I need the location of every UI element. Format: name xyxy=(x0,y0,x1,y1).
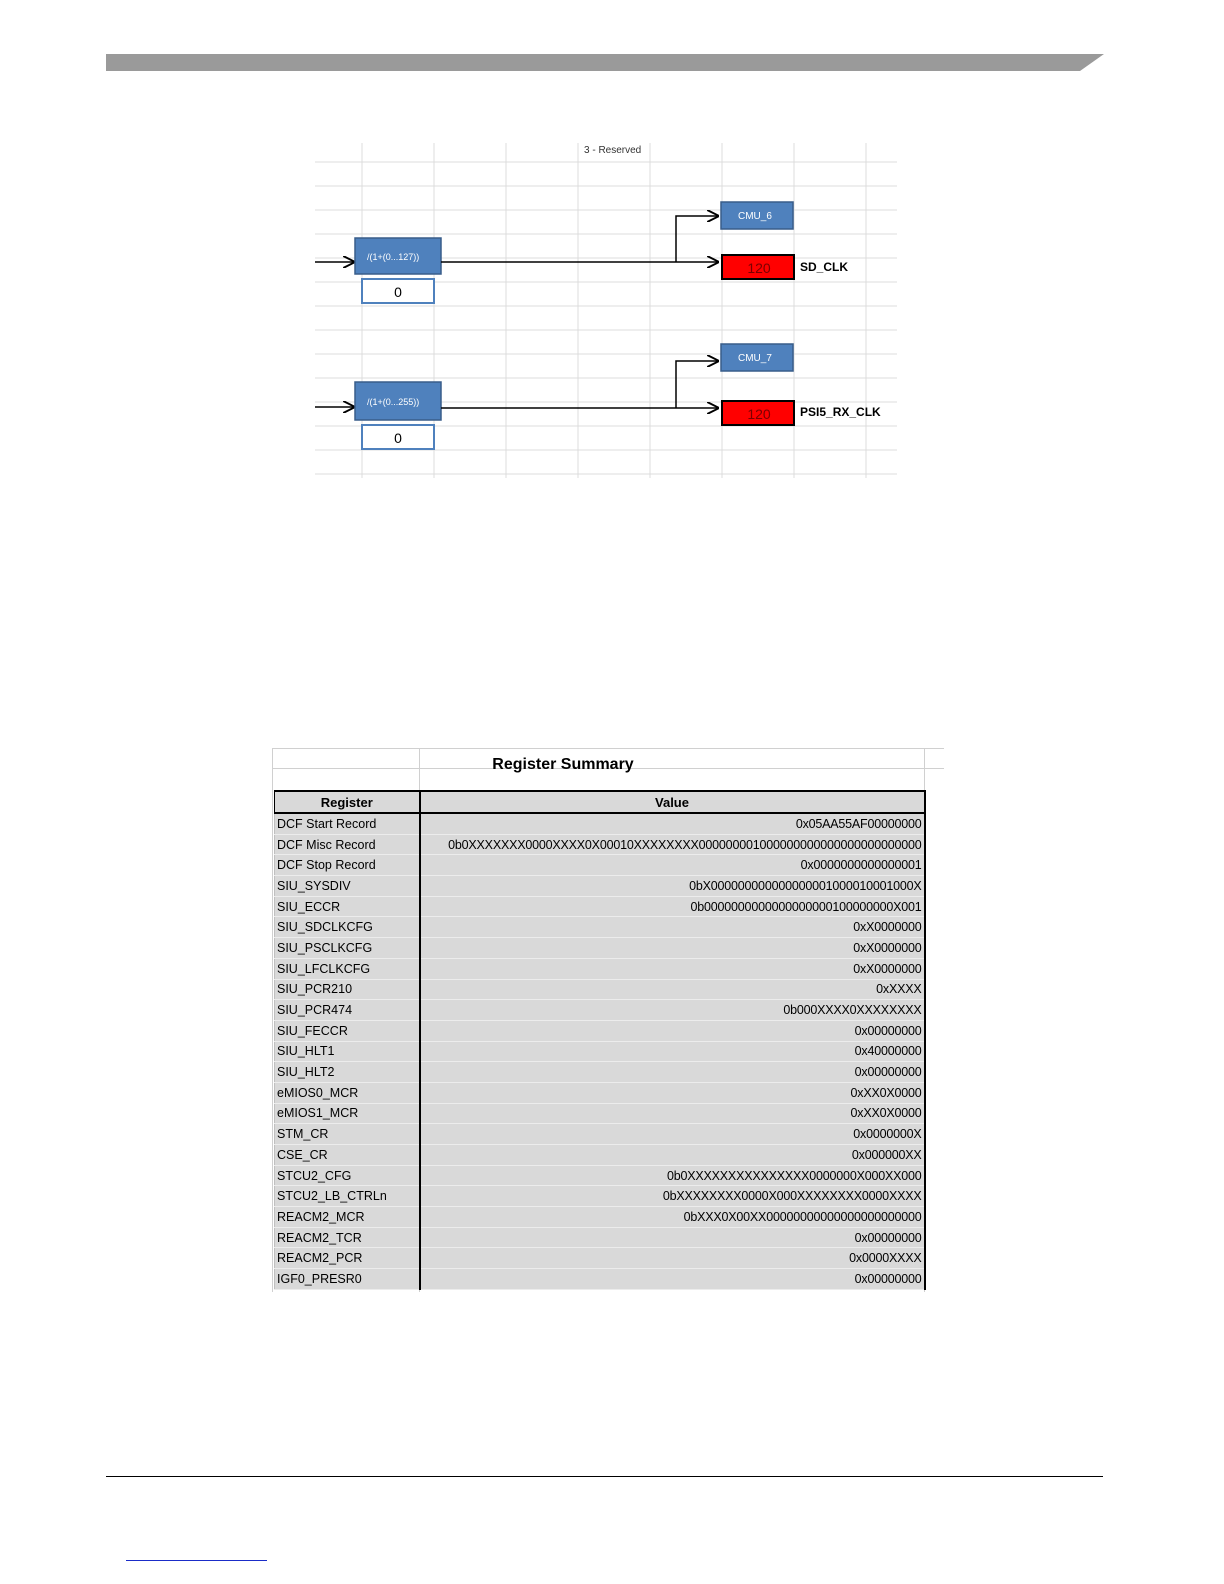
register-name-cell: SIU_SYSDIV xyxy=(275,876,420,897)
register-value-cell: 0b0XXXXXXX0000XXXX0X00010XXXXXXXX000000001000000000000000000000000 xyxy=(420,834,925,855)
register-value-cell: 0x00000000 xyxy=(420,1020,925,1041)
lower-clock-path xyxy=(315,344,881,449)
register-name-cell: SIU_PCR210 xyxy=(275,979,420,1000)
footer-rule xyxy=(106,1476,1103,1477)
register-summary-title: Register Summary xyxy=(492,756,634,773)
table-row xyxy=(275,1248,925,1269)
table-row xyxy=(275,979,925,1000)
table-row xyxy=(275,1103,925,1124)
register-value-cell: 0x40000000 xyxy=(420,1041,925,1062)
register-name-cell: SIU_HLT2 xyxy=(275,1062,420,1083)
cmu-6-label: CMU_6 xyxy=(738,211,772,222)
register-name-cell: DCF Misc Record xyxy=(275,834,420,855)
register-value-cell: 0b0000000000000000000100000000X001 xyxy=(420,896,925,917)
register-value-cell: 0xXX0X0000 xyxy=(420,1103,925,1124)
table-row xyxy=(275,855,925,876)
register-name-cell: STCU2_LB_CTRLn xyxy=(275,1186,420,1207)
register-name-cell: REACM2_MCR xyxy=(275,1207,420,1228)
table-row xyxy=(275,1145,925,1166)
clock-diagram xyxy=(0,0,1224,500)
upper-branch-line xyxy=(676,216,718,262)
table-row xyxy=(275,1020,925,1041)
register-value-cell: 0bXXXXXXXX0000X000XXXXXXXX0000XXXX xyxy=(420,1186,925,1207)
register-value-cell: 0xXX0X0000 xyxy=(420,1082,925,1103)
sd-clk-label: SD_CLK xyxy=(800,260,849,274)
table-row xyxy=(275,1082,925,1103)
table-row xyxy=(275,917,925,938)
register-value-cell: 0b000XXXX0XXXXXXXX xyxy=(420,1000,925,1021)
register-summary xyxy=(272,748,944,1292)
table-row xyxy=(275,1041,925,1062)
table-row xyxy=(275,1186,925,1207)
register-name-cell: STCU2_CFG xyxy=(275,1165,420,1186)
register-value-cell: 0x00000000 xyxy=(420,1227,925,1248)
table-row xyxy=(275,958,925,979)
register-name-cell: DCF Start Record xyxy=(275,813,420,834)
register-name-cell: eMIOS1_MCR xyxy=(275,1103,420,1124)
register-value-cell: 0b0XXXXXXXXXXXXXXX0000000X000XX000 xyxy=(420,1165,925,1186)
register-value-cell: 0xX0000000 xyxy=(420,917,925,938)
value-column-header: Value xyxy=(420,791,925,813)
table-row xyxy=(275,1124,925,1145)
table-row xyxy=(275,938,925,959)
register-name-cell: SIU_LFCLKCFG xyxy=(275,958,420,979)
table-header-row xyxy=(275,791,925,813)
sd-clk-output-value: 120 xyxy=(747,260,771,276)
register-name-cell: eMIOS0_MCR xyxy=(275,1082,420,1103)
register-table-body xyxy=(275,813,925,1289)
register-name-cell: CSE_CR xyxy=(275,1145,420,1166)
register-name-cell: DCF Stop Record xyxy=(275,855,420,876)
register-value-cell: 0x0000000X xyxy=(420,1124,925,1145)
register-name-cell: SIU_HLT1 xyxy=(275,1041,420,1062)
register-value-cell: 0x0000XXXX xyxy=(420,1248,925,1269)
register-value-cell: 0x00000000 xyxy=(420,1062,925,1083)
cmu-7-label: CMU_7 xyxy=(738,353,772,364)
table-row xyxy=(275,896,925,917)
register-value-cell: 0xX0000000 xyxy=(420,938,925,959)
register-value-cell: 0x05AA55AF00000000 xyxy=(420,813,925,834)
lower-divider-value: 0 xyxy=(394,430,402,446)
register-value-cell: 0bX000000000000000001000010001000X xyxy=(420,876,925,897)
table-row xyxy=(275,1207,925,1228)
table-row xyxy=(275,1165,925,1186)
lower-divider-label: /(1+(0...255)) xyxy=(367,397,420,407)
register-name-cell: SIU_PSCLKCFG xyxy=(275,938,420,959)
table-row xyxy=(275,1000,925,1021)
register-value-cell: 0bXXX0X00XX00000000000000000000000 xyxy=(420,1207,925,1228)
register-column-header: Register xyxy=(275,791,420,813)
table-row xyxy=(275,1062,925,1083)
register-name-cell: SIU_FECCR xyxy=(275,1020,420,1041)
register-table xyxy=(274,790,926,1290)
register-name-cell: IGF0_PRESR0 xyxy=(275,1269,420,1290)
register-value-cell: 0x00000000 xyxy=(420,1269,925,1290)
lower-branch-line xyxy=(676,361,718,408)
register-value-cell: 0xX0000000 xyxy=(420,958,925,979)
register-name-cell: SIU_SDCLKCFG xyxy=(275,917,420,938)
table-row xyxy=(275,1227,925,1248)
register-name-cell: SIU_ECCR xyxy=(275,896,420,917)
register-name-cell: STM_CR xyxy=(275,1124,420,1145)
table-row xyxy=(275,813,925,834)
footer-link-underline[interactable] xyxy=(126,1560,267,1561)
upper-divider-value: 0 xyxy=(394,284,402,300)
register-name-cell: REACM2_TCR xyxy=(275,1227,420,1248)
table-row xyxy=(275,834,925,855)
reserved-note: 3 - Reserved xyxy=(584,145,642,156)
register-value-cell: 0x0000000000000001 xyxy=(420,855,925,876)
register-name-cell: SIU_PCR474 xyxy=(275,1000,420,1021)
upper-divider-label: /(1+(0...127)) xyxy=(367,252,420,262)
psi5-rx-clk-label: PSI5_RX_CLK xyxy=(800,405,881,419)
upper-clock-path xyxy=(315,202,848,303)
table-row xyxy=(275,1269,925,1290)
psi5-rx-clk-output-value: 120 xyxy=(747,406,771,422)
register-value-cell: 0x000000XX xyxy=(420,1145,925,1166)
register-name-cell: REACM2_PCR xyxy=(275,1248,420,1269)
table-row xyxy=(275,876,925,897)
register-value-cell: 0xXXXX xyxy=(420,979,925,1000)
